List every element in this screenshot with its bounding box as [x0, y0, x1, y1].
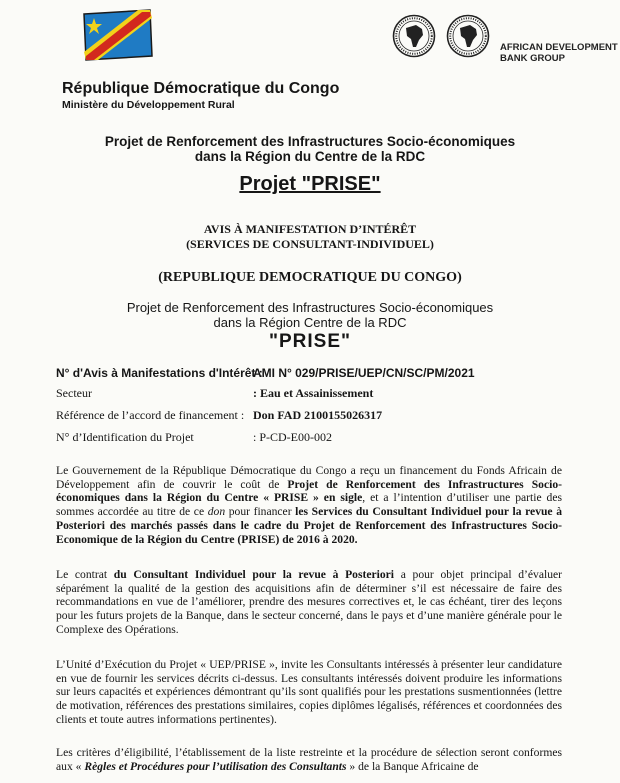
meta-value: AMI N° 029/PRISE/UEP/CN/SC/PM/2021: [253, 366, 475, 380]
afdb-seal-icon: [446, 14, 490, 58]
p4-text: Les critères d’éligibilité, l’établissement de la liste restreinte et la procédure de sélection seront conformes aux «: [56, 746, 562, 773]
afdb-wordmark: [500, 42, 618, 64]
project-banner: Projet "PRISE": [239, 173, 381, 195]
drc-flag-logo: [78, 6, 156, 64]
meta-value: : Eau et Assainissement: [253, 386, 374, 400]
p1-text: , et a l’intention d’utiliser une partie des sommes accordée au titre de ce: [56, 491, 562, 519]
p1-don: don: [207, 505, 226, 519]
p1-text: pour financer: [225, 505, 296, 519]
country-caps: (REPUBLIQUE DEMOCRATIQUE DU CONGO): [158, 270, 462, 285]
notice-title-line-1: AVIS À MANIFESTATION D’INTÉRÊT: [203, 222, 417, 236]
notice-project-line-1: Projet de Renforcement des Infrastructures Socio-économiques: [126, 300, 494, 315]
p1-text: Le Gouvernement de la République Démocratique du Congo a reçu un financement du Fonds Africain de Développement afin de couvrir le coût de: [56, 464, 562, 491]
paragraph-financing: [56, 464, 562, 546]
paragraph-criteria: [56, 746, 562, 773]
notice-project-title: [0, 300, 620, 330]
notice-title: [0, 222, 620, 252]
meta-label: N° d’Identification du Projet: [56, 430, 194, 444]
afdb-line-1: AFRICAN DEVELOPMENT: [500, 42, 618, 53]
project-title-line-1: Projet de Renforcement des Infrastructures Socio-économiques: [104, 134, 516, 149]
paragraph-contract: [56, 568, 562, 637]
paragraph-invitation: [56, 658, 562, 727]
meta-value: : P-CD-E00-002: [253, 430, 332, 444]
p4-text: » de la Banque Africaine de: [346, 759, 479, 773]
afdb-seal-icon: [392, 14, 436, 58]
p2-text: Le contrat: [56, 568, 114, 581]
project-acronym: "PRISE": [268, 331, 352, 352]
meta-value: Don FAD 2100155026317: [253, 408, 383, 422]
p4-rules: Règles et Procédures pour l’utilisation des Consultants: [84, 759, 347, 773]
p1-project-name: Projet de Renforcement des Infrastructures Socio-économiques dans la Région du Centre « PRISE » en sigle: [56, 477, 562, 505]
country-name: République Démocratique du Congo: [62, 80, 340, 97]
p2-text: a pour objet principal d’évaluer séparément la qualité de la gestion des acquisitions afin de déterminer s’il est nécessaire de faire des recommandations en vue de l’améliorer, prendre des mesures correctives et, le cas échéant, tirer des leçons pour les futurs projets de la Banque, dans le secteur concerné, dans le pays et d’une manière générale pour le Complexe des Opérations.: [56, 568, 562, 636]
notice-title-line-2: (SERVICES DE CONSULTANT-INDIVIDUEL): [186, 237, 434, 251]
meta-label: Référence de l’accord de financement :: [56, 408, 245, 422]
project-title-line-2: dans la Région du Centre de la RDC: [194, 149, 426, 164]
p2-consultant: du Consultant Individuel pour la revue à Posteriori: [113, 568, 395, 581]
p3-text: L’Unité d’Exécution du Projet « UEP/PRISE », invite les Consultants intéressés à présenter leur candidature en vue de fournir les services décrits ci-dessus. Les consultants intéressés doivent produire les informations sur leurs capacités et expériences démontrant qu’ils sont qualifiés pour les prestations susmentionnées (lettre de motivation, références des prestations similaires, copies diplômes légalisés, références et coordonnées des clients et toute autres informations pertinentes).: [56, 658, 562, 726]
notice-project-line-2: dans la Région Centre de la RDC: [213, 315, 407, 330]
p1-services: les Services du Consultant Individuel pour la revue à Posteriori des marchés passés dans le cadre du Projet de Renforcement des Infrastructures Socio-Economique de la Région du Centre (PRISE) de 2016 à 2020.: [56, 505, 562, 546]
project-title: [0, 134, 620, 164]
afdb-line-2: BANK GROUP: [500, 53, 565, 64]
meta-label: Secteur: [56, 386, 92, 400]
meta-label: N° d'Avis à Manifestations d'Intérêt :: [56, 366, 263, 380]
ministry-name: Ministère du Développement Rural: [62, 99, 235, 111]
